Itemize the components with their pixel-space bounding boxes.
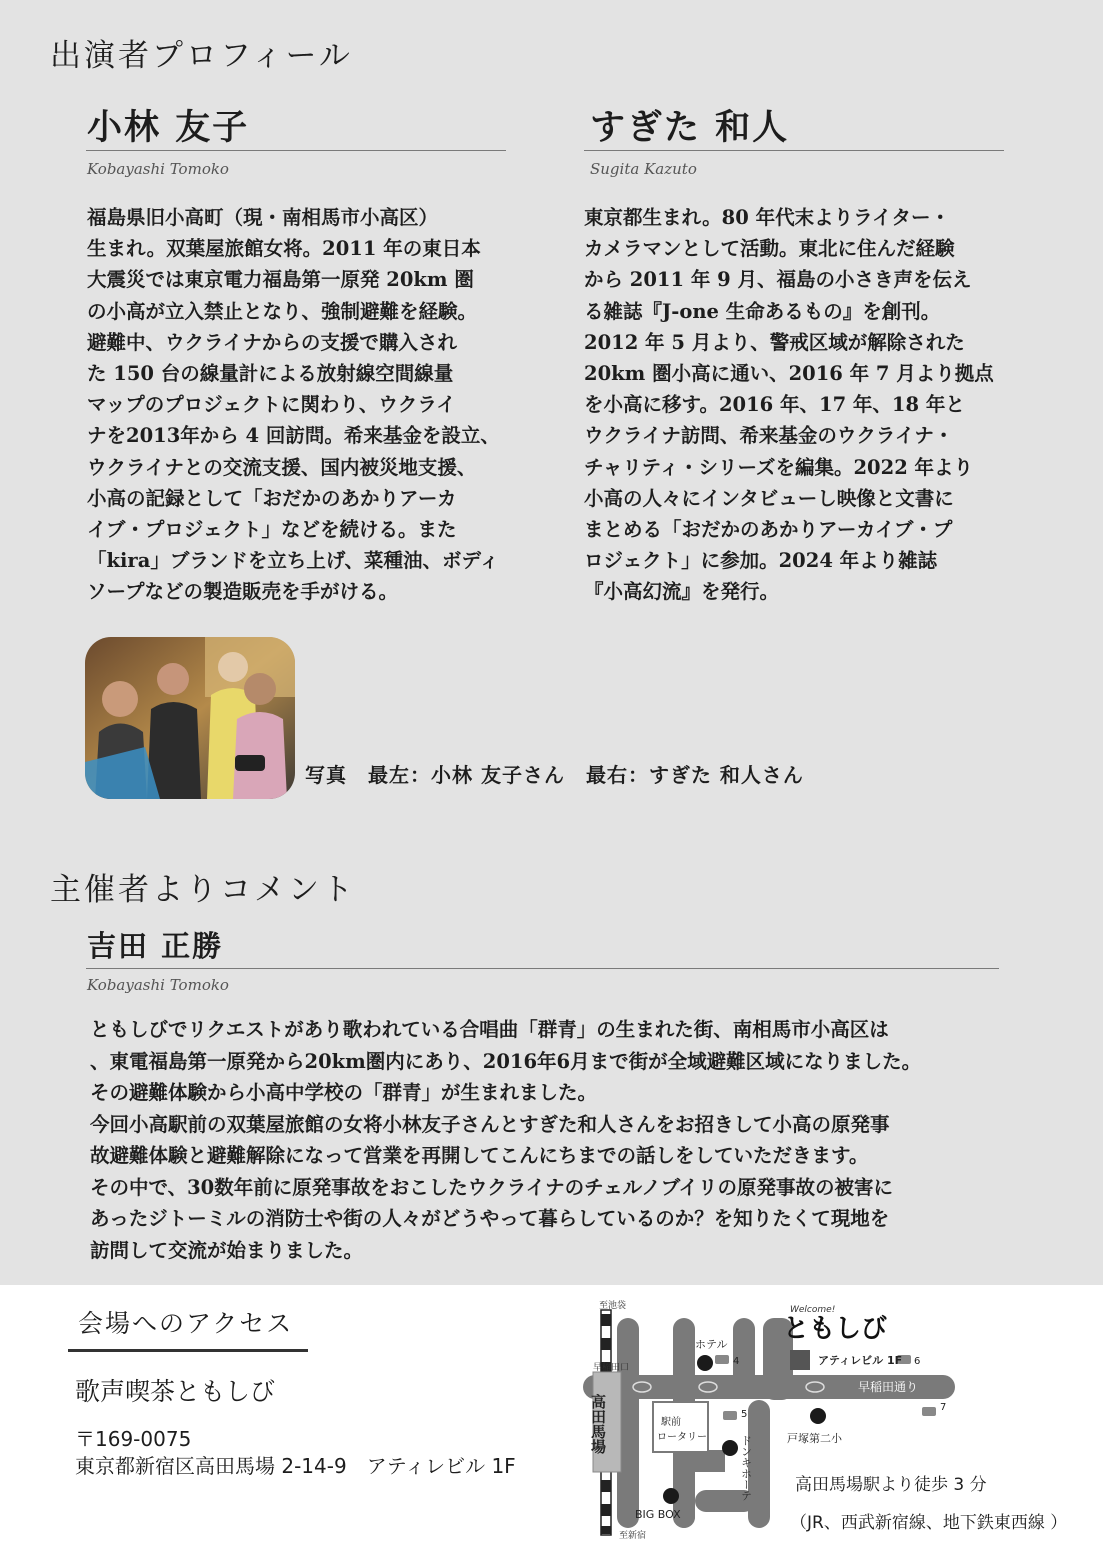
map-atire-num: 6 — [914, 1356, 921, 1367]
bus-stop-icon — [723, 1411, 737, 1420]
right-profile-bio: 東京都生まれ。80 年代末よりライター・ カメラマンとして活動。東北に住んだ経験 から 2011 年 9 月、福島の小さき声を伝え る雑誌『J-one 生命あるもの』を創刊。 2012 年 5 月より、警戒区域が解除された 20km 圏小高に通い、2016 年 7 月より拠点 を小高に移す。2016 年、17 年、18 年と ウクライナ訪問、希来基金のウクライナ・ チャリティ・シリーズを編集。2022 年より 小高の人々にインタビューし映像と文書に まとめる「おだかのあかりアーカイブ・プ ロジェクト」に参加。2024 年より雑誌 『小高幻流』を発行。 — [584, 206, 994, 604]
left-profile-bio: 福島県旧小高町（現・南相馬市小高区） 生まれ。双葉屋旅館女将。2011 年の東日本 大震災では東京電力福島第一原発 20km 圏 の小高が立入禁止となり、強制避難を経験。 避難中、ウクライナからの支援で購入され た 150 台の線量計による放射線空間線量 マップのプロジェクトに関わり、ウクライ ナを2013年から 4 回訪問。希来基金を設立、 ウクライナとの交流支援、国内被災地支援、 小高の記録として「おだかのあかりアーカ イブ・プロジェクト」などを続ける。また 「kira」ブランドを立ち上げ、菜種油、ボディ ソープなどの製造販売を手がける。 — [87, 206, 500, 604]
map-school-label: 戸塚第二小 — [787, 1432, 842, 1445]
logo-welcome: Welcome! — [790, 1305, 836, 1315]
map-to-ikebukuro: 至池袋 — [599, 1301, 627, 1311]
map-num7: 7 — [940, 1402, 947, 1413]
right-name-rule — [584, 150, 1004, 151]
left-profile-roman: Kobayashi Tomoko — [87, 160, 229, 178]
profiles-title: 出演者プロフィール — [50, 38, 353, 74]
map-donki-label: ドンキホーテ — [739, 1435, 753, 1501]
donki-marker — [722, 1440, 738, 1456]
comment-body: ともしびでリクエストがあり歌われている合唱曲「群青」の生まれた街、南相馬市小高区は 、東電福島第一原発から20km圏内にあり、2016年6月まで街が全域避難区域になりました。 その避難体験から小高中学校の「群青」が生まれました。 今回小高駅前の双葉屋旅館の女将小林友子さんとすぎた和人さんをお招きして小高の原発事 故避難体験と避難解除になって営業を再開してこんにちまでの話しをしていただきます。 その中で、30数年前に原発事故をおこしたウクライナのチェルノブイリの原発事故の被害に あったジトーミルの消防士や街の人々がどうやって暮らしているのか？を知りたくて現地を 訪問して交流が始まりました。 — [90, 1018, 922, 1262]
right-profile-name: すぎた 和人 — [590, 107, 790, 148]
map-atire-label: アティレビル 1F — [818, 1354, 903, 1367]
map-station-name: 高田馬場 — [589, 1394, 607, 1454]
bus-stop-icon — [715, 1355, 729, 1364]
comment-author-name: 吉田 正勝 — [87, 929, 224, 963]
map-bigbox-label: BIG BOX — [635, 1508, 681, 1521]
comment-title: 主催者よりコメント — [50, 872, 356, 908]
venue-name: 歌声喫茶ともしび — [75, 1377, 276, 1406]
map-rotary-line1: 駅前 — [661, 1417, 681, 1428]
left-name-rule — [86, 150, 506, 151]
walk-time: 高田馬場駅より徒歩 3 分 — [795, 1475, 987, 1495]
comment-author-roman: Kobayashi Tomoko — [87, 976, 229, 994]
map-hotel-num: 4 — [733, 1356, 740, 1367]
map-waseda-street: 早稲田通り — [858, 1380, 919, 1394]
postal-code: 〒169-0075 — [75, 1427, 192, 1451]
map-hotel-label: ホテル — [695, 1338, 728, 1351]
venue-address: 東京都新宿区高田馬場 2-14-9 アティレビル 1F — [75, 1454, 516, 1478]
group-photo-image — [85, 637, 295, 799]
map-rotary-line2: ロータリー — [657, 1432, 707, 1443]
map-to-shinjuku: 至新宿 — [619, 1531, 647, 1540]
left-profile-name: 小林 友子 — [87, 107, 250, 148]
access-map — [575, 1290, 970, 1540]
map-num5: 5 — [741, 1409, 748, 1420]
access-title-rule — [68, 1349, 308, 1352]
school-marker — [810, 1408, 826, 1424]
tomoshibi-logo: ともしび — [783, 1314, 888, 1344]
access-title: 会場へのアクセス — [78, 1309, 294, 1338]
train-lines: （JR、西武新宿線、地下鉄東西線 ） — [790, 1513, 1068, 1533]
photo-caption: 写真 最左：小林 友子さん 最右：すぎた 和人さん — [305, 763, 804, 787]
hotel-marker — [697, 1355, 713, 1371]
bus-stop-icon — [922, 1407, 936, 1416]
map-waseda-exit: 早稲田口 — [593, 1363, 630, 1373]
comment-name-rule — [86, 968, 999, 969]
atire-marker — [790, 1350, 810, 1370]
right-profile-roman: Sugita Kazuto — [590, 160, 697, 178]
group-photo — [85, 637, 295, 799]
bigbox-marker — [663, 1488, 679, 1504]
